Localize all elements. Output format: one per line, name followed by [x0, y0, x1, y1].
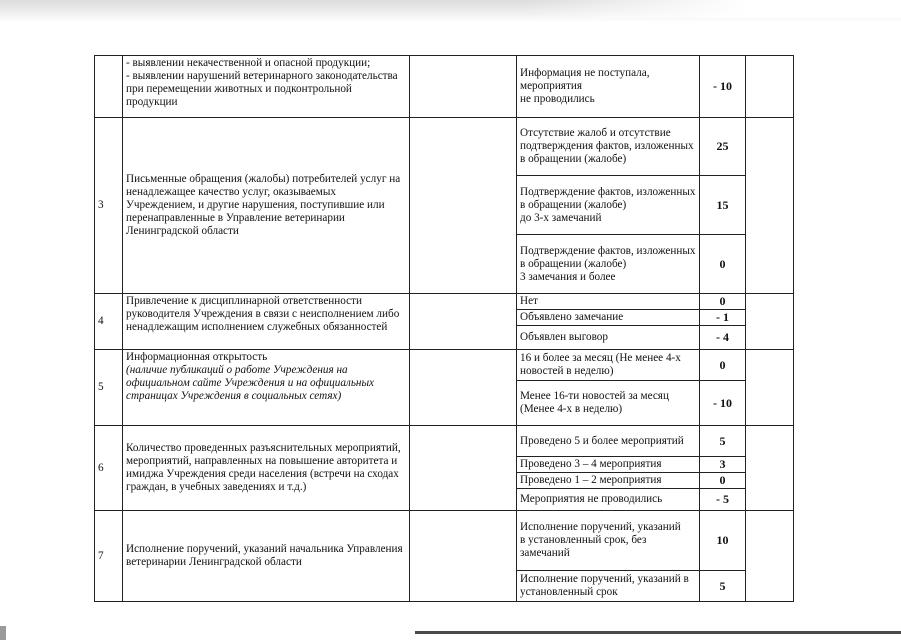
score-value: - 1: [700, 310, 746, 326]
indicator-text: Объявлен выговор: [517, 326, 700, 350]
indicator-text: Объявлено замечание: [517, 310, 700, 326]
score-value: 5: [700, 571, 746, 602]
row-number: 6: [95, 426, 123, 511]
table-row: [95, 56, 794, 118]
table-row: [95, 511, 794, 571]
criterion-cell: [123, 350, 410, 426]
indicator-text: Мероприятия не проводились: [517, 489, 700, 511]
empty-cell: [746, 294, 794, 350]
indicator-text: Проведено 5 и более мероприятий: [517, 426, 700, 457]
empty-cell: [746, 511, 794, 602]
row-number: [95, 56, 123, 118]
indicator-text: Исполнение поручений, указаний в установленный срок, без замечаний: [517, 511, 700, 571]
score-value: 5: [700, 426, 746, 457]
score-value: 0: [700, 473, 746, 489]
score-value: 25: [700, 118, 746, 176]
indicator-text: Нет: [517, 294, 700, 310]
empty-cell: [410, 294, 517, 350]
row-number: 4: [95, 294, 123, 350]
indicator-text: Проведено 3 – 4 мероприятия: [517, 457, 700, 473]
criteria-table: [94, 55, 794, 602]
score-value: 0: [700, 294, 746, 310]
scan-shadow-fade: [520, 0, 901, 18]
indicator-text: Проведено 1 – 2 мероприятия: [517, 473, 700, 489]
criterion-text: Привлечение к дисциплинарной ответственности руководителя Учреждения в связи с неисполнением либо ненадлежащим исполнением служебных обязанностей: [123, 294, 410, 350]
criterion-title: Информационная открытость: [126, 351, 268, 363]
table-row: [95, 350, 794, 381]
table-row: [95, 294, 794, 310]
score-value: - 5: [700, 489, 746, 511]
score-value: 3: [700, 457, 746, 473]
criterion-text: - выявлении некачественной и опасной продукции; - выявлении нарушений ветеринарного законодательства при перемещении животных и подконтрольной продукции: [123, 56, 410, 118]
row-number: 5: [95, 350, 123, 426]
score-value: - 10: [700, 56, 746, 118]
indicator-text: Подтверждение фактов, изложенных в обращении (жалобе) до 3-х замечаний: [517, 176, 700, 235]
indicator-text: Отсутствие жалоб и отсутствие подтверждения фактов, изложенных в обращении (жалобе): [517, 118, 700, 176]
indicator-text: Информация не поступала, мероприятия не проводились: [517, 56, 700, 118]
empty-cell: [410, 511, 517, 602]
row-number: 7: [95, 511, 123, 602]
score-value: 10: [700, 511, 746, 571]
score-value: 0: [700, 235, 746, 294]
scan-edge-bottom: [415, 631, 901, 634]
scan-edge-left: [0, 626, 6, 640]
indicator-text: Исполнение поручений, указаний в установленный срок: [517, 571, 700, 602]
row-number: 3: [95, 118, 123, 294]
score-value: - 10: [700, 381, 746, 426]
indicator-text: Подтверждение фактов, изложенных в обращении (жалобе) 3 замечания и более: [517, 235, 700, 294]
empty-cell: [410, 118, 517, 294]
empty-cell: [746, 426, 794, 511]
criterion-text: Исполнение поручений, указаний начальника Управления ветеринарии Ленинградской области: [123, 511, 410, 602]
criterion-text: (наличие публикаций о работе Учреждения на официальном сайте Учреждения и на официальных страницах Учреждения в социальных сетях): [126, 364, 374, 402]
empty-cell: [410, 56, 517, 118]
indicator-text: Менее 16-ти новостей за месяц (Менее 4-х в неделю): [517, 381, 700, 426]
empty-cell: [746, 350, 794, 426]
score-value: 0: [700, 350, 746, 381]
empty-cell: [746, 56, 794, 118]
indicator-text: 16 и более за месяц (Не менее 4-х новостей в неделю): [517, 350, 700, 381]
criterion-text: Письменные обращения (жалобы) потребителей услуг на ненадлежащее качество услуг, оказываемых Учреждением, и другие нарушения, поступившие или перенаправленные в Управление ветеринарии Ленинградской области: [123, 118, 410, 294]
score-value: 15: [700, 176, 746, 235]
table-row: [95, 118, 794, 176]
empty-cell: [410, 426, 517, 511]
table-row: [95, 426, 794, 457]
score-value: - 4: [700, 326, 746, 350]
empty-cell: [410, 350, 517, 426]
criterion-text: Количество проведенных разъяснительных мероприятий, мероприятий, направленных на повышение авторитета и имиджа Учреждения среди населения (встречи на сходах граждан, в учебных заведениях и т.д.): [123, 426, 410, 511]
empty-cell: [746, 118, 794, 294]
